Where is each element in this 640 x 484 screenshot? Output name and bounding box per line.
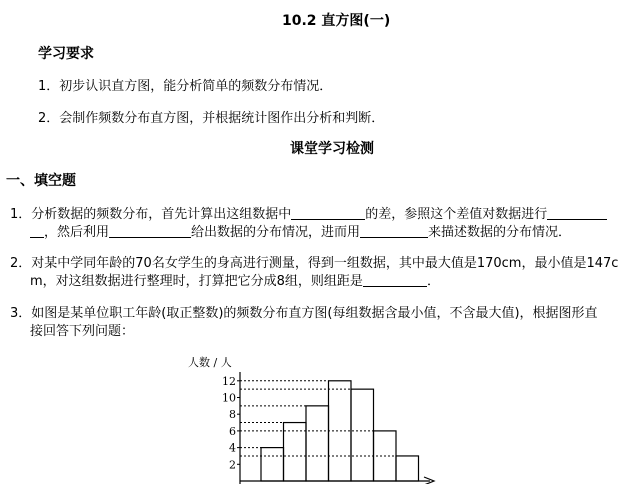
requirement-item-1: 1．初步认识直方图，能分析简单的频数分布情况． — [38, 79, 333, 94]
requirement-item-2: 2．会制作频数分布直方图，并根据统计图作出分析和判断． — [38, 111, 385, 126]
y-tick-label: 12 — [222, 374, 236, 388]
y-tick-label: 8 — [229, 408, 236, 422]
question-3-line-1: 3．如图是某单位职工年龄(取正整数)的频数分布直方图(每组数据含最小值，不含最大值)，根据图形直 — [10, 306, 598, 321]
y-tick-label: 10 — [222, 391, 236, 405]
question-3-line-2: 接回答下列问题： — [30, 324, 135, 339]
requirements-heading: 学习要求 — [38, 46, 94, 62]
y-tick-label: 4 — [229, 441, 236, 455]
section-title: 课堂学习检测 — [290, 141, 374, 157]
doc-title: 10.2 直方图(一) — [282, 13, 391, 29]
q2-text-b: m，对这组数据进行整理时，打算把它分成8组，则组距是 — [30, 274, 363, 289]
question-2-line-1: 2．对某中学同年龄的70名女学生的身高进行测量，得到一组数据，其中最大值是170cm，最小值是147c — [10, 256, 619, 271]
histogram-bar — [284, 423, 307, 481]
q1-text-a: 1．分析数据的频数分布，首先计算出这组数据中 — [10, 207, 292, 222]
q1-text-b: 的差，参照这个差值对数据进行 — [365, 207, 548, 222]
fill-blank-heading: 一、填空题 — [6, 173, 76, 189]
histogram-bar — [306, 406, 329, 481]
q1-text-d: 给出数据的分布情况，进而用 — [191, 225, 361, 240]
y-tick-label: 6 — [229, 424, 236, 438]
y-axis-label: 人数 / 人 — [188, 356, 232, 369]
histogram-bar — [261, 448, 284, 481]
histogram-bar — [396, 456, 419, 481]
chart-area — [222, 375, 419, 481]
q1-text-e: 来描述数据的分布情况． — [428, 225, 572, 240]
histogram-bar — [351, 389, 374, 481]
q2-text-c: ． — [426, 274, 440, 289]
q1-text-c: ，然后利用 — [44, 225, 110, 240]
histogram-bar — [329, 381, 352, 481]
y-tick-label: 2 — [229, 458, 236, 472]
